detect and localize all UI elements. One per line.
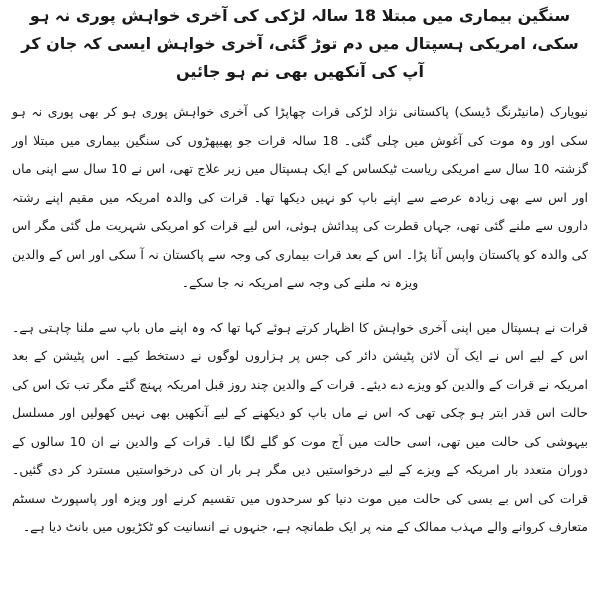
article-paragraph-2: قرات نے ہسپتال میں اپنی آخری خواہش کا اظہار کرتے ہوئے کہا تھا کہ وہ اپنے ماں باپ سے ملنا چاہتی ہے۔ اس کے لیے اس نے ایک آن لائن پٹیشن دائر کی جس پر ہزاروں لوگوں نے دستخط کیے۔ اس پٹیشن کے بعد امریکہ نے قرات کے والدین کو ویزے دے دیئے۔ قرات کے والدین چند روز قبل امریکہ پہنچ گئے مگر تب تک اس کی حالت اس قدر ابتر ہو چکی تھی کہ اس نے ماں باپ کو دیکھنے کے لیے آنکھیں بھی نہیں کھولیں اور مسلسل بیہوشی کی حالت میں تھی، اسی حالت میں آج موت کو گلے لگا لیا۔ قرات کے والدین نے ان 10 سالوں کے دوران متعدد بار امریکہ کے ویزے کے لیے درخواستیں دیں مگر ہر بار ان کی درخواستیں مسترد کر دی گئیں۔ قرات کی اس بے بسی کی حالت میں موت دنیا کو سرحدوں میں تقسیم کرنے اور ویزہ اور پاسپورٹ سسٹم متعارف کروانے والے مہذب ممالک کے منہ پر ایک طمانچہ ہے، جنہوں نے انسانیت کو ٹکڑیوں میں بانٹ دیا ہے۔: [12, 319, 588, 534]
article-headline: سنگین بیماری میں مبتلا 18 سالہ لڑکی کی آخری خواہش پوری نہ ہو سکی، امریکی ہسپتال میں دم توڑ گئی، آخری خواہش ایسی کہ جان کر آپ کی آنکھیں بھی نم ہو جائیں: [21, 6, 579, 81]
article-paragraph-1: نیویارک (مانیٹرنگ ڈیسک) پاکستانی نژاد لڑکی قرات چھاپڑا کی آخری خواہش پوری ہو کر بھی پوری نہ ہو سکی اور وہ موت کی آغوش میں چلی گئی۔ 18 سالہ قرات جو پھیپھڑوں کی سنگین بیماری میں مبتلا اور گزشتہ 10 سال سے امریکی ریاست ٹیکساس کے ایک ہسپتال میں زیر علاج تھی، اس نے 10 سال سے اپنی ماں اور اس سے بھی زیادہ عرصے سے اپنے باپ کو نہیں دیکھا تھا۔ قرات کی والدہ امریکہ میں مقیم اپنے رشتہ داروں سے ملنے گئی تھی، جہاں قطرت کی پیدائش ہوئی، اس لیے قرات کو امریکی شہریت مل گئی مگر اس کی والدہ کو پاکستان واپس آنا پڑا۔ اس کے بعد قرات بیماری کی وجہ سے پاکستان نہ آ سکی اور اس کے والدین ویزہ نہ ملنے کی وجہ سے امریکہ نہ جا سکے۔: [12, 104, 588, 290]
